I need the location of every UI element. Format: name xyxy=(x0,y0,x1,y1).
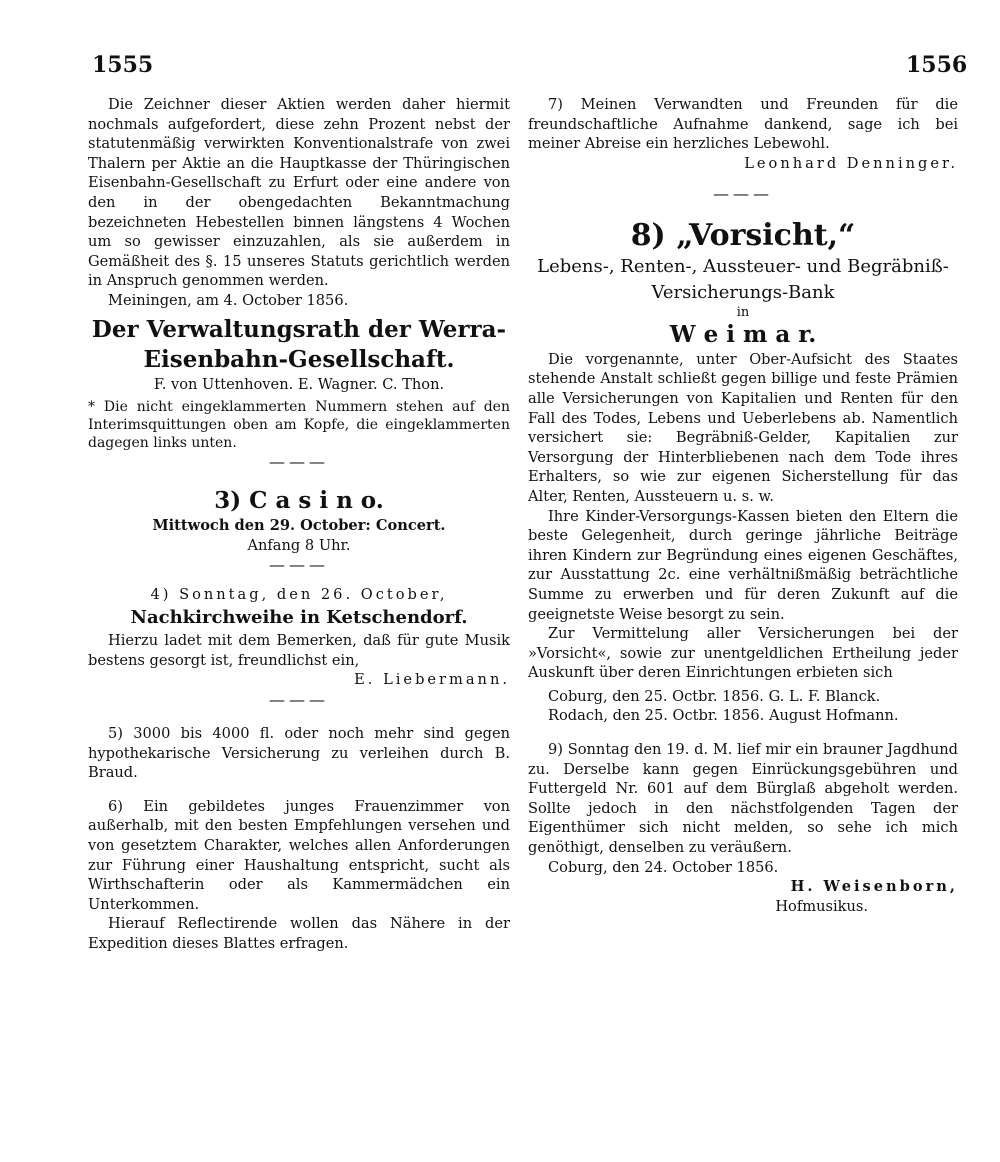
ad8-signature-2: Rodach, den 25. Octbr. 1856. August Hofmann. xyxy=(548,707,899,725)
board-signatures: F. von Uttenhoven. E. Wagner. C. Thon. xyxy=(153,375,445,393)
ad9-text: 9) Sonntag den 19. d. M. lief mir ein brauner Jagdhund zu. Derselbe kann gegen Einrückungsgebühren und Futtergeld Nr. 601 auf dem Bürglaß abgeholt werden. Sollte jedoch in den nächstfolgenden Tagen der Eigenthümer sich nicht melden, so sehe ich mich genöthigt, denselben zu veräußern. xyxy=(528,741,958,857)
ad4-text: Hierzu ladet mit dem Bemerken, daß für gute Musik bestens gesorgt ist, freundlichst ein, xyxy=(88,631,510,669)
left-column xyxy=(88,95,510,954)
ad4-title: Nachkirchweihe in Ketschendorf. xyxy=(130,606,468,628)
separator-2: ——— xyxy=(269,555,329,575)
ad7-text: 7) Meinen Verwandten und Freunden für die freundschaftliche Aufnahme dankend, sage ich bei meiner Abreise ein herzliches Lebewohl. xyxy=(528,96,958,153)
ad4-date: 4) Sonntag, den 26. October, xyxy=(150,586,448,604)
ad3-title: 3) C a s i n o. xyxy=(214,487,384,515)
footnote: * Die nicht eingeklammerten Nummern stehen auf den Interimsquittungen oben am Kopfe, die eingeklammerten dagegen links unten. xyxy=(88,399,510,452)
board-heading: Der Verwaltungsrath der Werra-Eisenbahn-Gesellschaft. xyxy=(91,315,507,373)
place-date: Meiningen, am 4. October 1856. xyxy=(108,291,349,309)
ad8-paragraph-2: Ihre Kinder-Versorgungs-Kassen bieten den Eltern die beste Gelegenheit, durch geringe jährliche Beiträge ihren Kindern zur Begründung eines eigenen Geschäftes, zur Ausstattung 2c. eine verhältnißmäßig beträchtliche Summe zu erwerben und für deren Zukunft auf die geeignetste Weise besorgt zu sein. xyxy=(528,507,958,623)
ad8-paragraph-3: Zur Vermittelung aller Versicherungen bei der »Vorsicht«, sowie zur unentgeldlichen Ertheilung jeder Auskunft über deren Einrichtungen erbieten sich xyxy=(528,625,958,682)
ad3-start: Anfang 8 Uhr. xyxy=(247,536,351,554)
ad4-signature: E. Liebermann. xyxy=(354,671,510,689)
ad8-in: in xyxy=(736,304,750,320)
right-column xyxy=(528,95,958,917)
ad6-text: 6) Ein gebildetes junges Frauenzimmer von außerhalb, mit den besten Empfehlungen versehen und von gesetztem Charakter, welches allen Anforderungen zur Führung einer Haushaltung entspricht, sucht als Wirthschafterin oder als Kammermädchen ein Unterkommen. xyxy=(88,797,510,913)
ad8-city: W e i m a r. xyxy=(669,320,817,348)
ad8-paragraph-1: Die vorgenannte, unter Ober-Aufsicht des Staates stehende Anstalt schließt gegen billige und feste Prämien alle Versicherungen von Kapitalien und Renten für den Fall des Todes, Lebens und Ueberlebens ab. Namentlich versichert sie: Begräbniß-Gelder, Kapitalien zur Versorgung der Hinterbliebenen nach dem Tode ihres Erhalters, so wie zur eigenen Sicherstellung für das Alter, Renten, Aussteuern u. s. w. xyxy=(528,350,958,505)
ad8-title: 8) „Vorsicht,“ xyxy=(630,217,856,253)
ad7-signature: Leonhard Denninger. xyxy=(744,154,958,172)
separator-4: ——— xyxy=(713,183,773,203)
page-number-left: 1555 xyxy=(92,52,154,78)
ad9-date: Coburg, den 24. October 1856. xyxy=(548,858,779,876)
separator-1: ——— xyxy=(269,452,329,472)
ad3-event: Mittwoch den 29. October: Concert. xyxy=(152,517,446,535)
ad8-signature-1: Coburg, den 25. Octbr. 1856. G. L. F. Blanck. xyxy=(548,687,881,705)
ad8-subtitle: Lebens-, Renten-, Aussteuer- und Begräbniß-Versicherungs-Bank xyxy=(537,255,949,303)
page-number-right: 1556 xyxy=(906,52,968,78)
ad6-text-2: Hierauf Reflectirende wollen das Nähere in der Expedition dieses Blattes erfragen. xyxy=(88,915,510,953)
ad9-signature-title: Hofmusikus. xyxy=(775,898,868,916)
ad9-signature-name: H. Weisenborn, xyxy=(790,878,958,896)
separator-3: ——— xyxy=(269,690,329,710)
ad5-text: 5) 3000 bis 4000 fl. oder noch mehr sind gegen hypothekarische Versicherung zu verleihen durch B. Braud. xyxy=(88,725,510,782)
intro-paragraph: Die Zeichner dieser Aktien werden daher hiermit nochmals aufgefordert, diese zehn Prozent nebst der statutenmäßig verwirkten Konventionalstrafe von zwei Thalern per Aktie an die Hauptkasse der Thüringischen Eisenbahn-Gesellschaft zu Erfurt oder eine andere von den in der obengedachten Bekanntmachung bezeichneten Hebestellen binnen längstens 4 Wochen um so gewisser einzuzahlen, als sie außerdem in Gemäßheit des §. 15 unseres Statuts gerichtlich werden in Anspruch genommen werden. xyxy=(88,96,510,290)
